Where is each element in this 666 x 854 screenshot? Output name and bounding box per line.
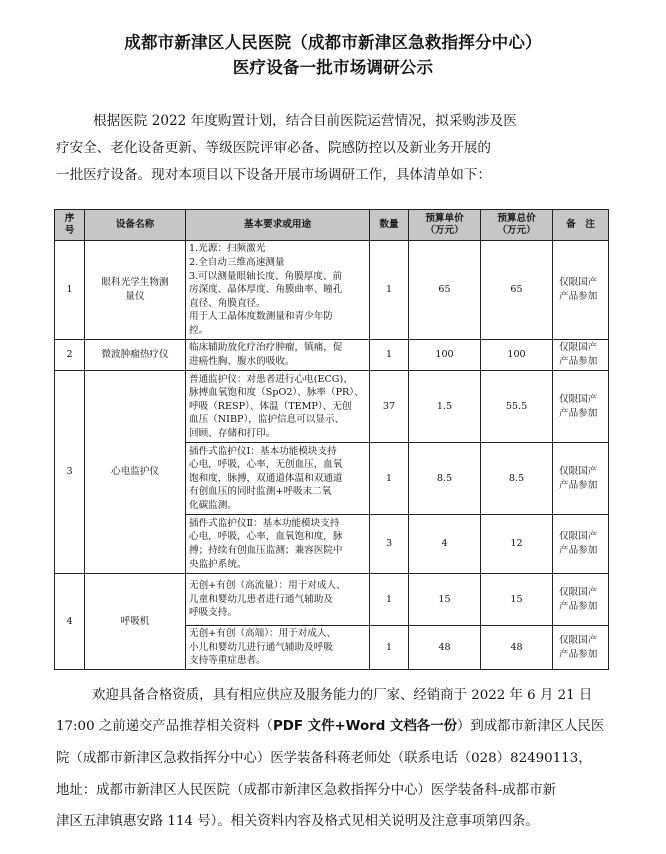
row-quantity: 1 — [370, 241, 409, 340]
header-quantity: 数量 — [370, 210, 409, 241]
row-unit-price: 8.5 — [409, 443, 481, 515]
footer-line-2: 17:00 之前递交产品推荐相关资料（PDF 文件+Word 文档各一份）到成都市新津区人民医 — [56, 719, 605, 734]
row-equipment-name: 微波肿瘤热疗仪 — [85, 340, 186, 371]
footer-line-3: 院（成都市新津区急救指挥分中心）医学装备科蒋老师处（联系电话（028）82490113， — [56, 751, 592, 766]
row-equipment-name: 眼科光学生物测 量仪 — [85, 241, 186, 340]
intro-line-3: 一批医疗设备。现对本项目以下设备开展市场调研工作，具体清单如下： — [56, 167, 491, 183]
file-format-emphasis: PDF 文件+Word 文档各一份 — [272, 719, 457, 734]
row-total-price: 55.5 — [481, 371, 553, 443]
row-quantity: 1 — [370, 340, 409, 371]
row-note: 仅限国产 产品参加 — [553, 371, 609, 443]
row-note: 仅限国产 产品参加 — [553, 626, 609, 670]
row-total-price: 8.5 — [481, 443, 553, 515]
row-note: 仅限国产 产品参加 — [553, 241, 609, 340]
intro-line-1: 根据医院 2022 年度购置计划，结合目前医院运营情况，拟采购涉及医 — [93, 113, 517, 129]
row-quantity: 1 — [370, 443, 409, 515]
intro-line-2: 疗安全、老化设备更新、等级医院评审必备、院感防控以及新业务开展的 — [56, 140, 491, 156]
row-no: 2 — [55, 340, 85, 371]
row-no: 1 — [55, 241, 85, 340]
row-total-price: 100 — [481, 340, 553, 371]
table-row — [55, 241, 609, 340]
row-total-price: 12 — [481, 515, 553, 574]
row-unit-price: 65 — [409, 241, 481, 340]
row-no: 3 — [55, 371, 85, 574]
row-requirements: 无创+有创（高流量）：用于对成人、 儿童和婴幼儿患者进行通气辅助及 呼吸支持。 — [186, 574, 370, 626]
table-row — [55, 371, 609, 443]
row-quantity: 1 — [370, 574, 409, 626]
row-unit-price: 4 — [409, 515, 481, 574]
row-equipment-name: 心电监护仪 — [85, 371, 186, 574]
row-note: 仅限国产 产品参加 — [553, 443, 609, 515]
row-no: 4 — [55, 574, 85, 670]
row-note: 仅限国产 产品参加 — [553, 340, 609, 371]
footer-line-5: 津区五津镇惠安路 114 号）。相关资料内容及格式见相关说明及注意事项第四条。 — [56, 814, 539, 829]
row-quantity: 1 — [370, 626, 409, 670]
row-note: 仅限国产 产品参加 — [553, 574, 609, 626]
row-requirements: 1.光源：扫频激光 2.全自动三维高速测量 3.可以测量眼轴长度、角膜厚度、前 房深度、晶体厚度、角膜曲率、瞳孔 直径、角膜直径。 用于人工晶体度数测量和青少年防 控。 — [186, 241, 370, 340]
header-requirements: 基本要求或用途 — [186, 210, 370, 241]
row-requirements: 插件式监护仪Ⅱ：基本功能模块支持 心电，呼吸，心率，血氧饱和度，脉 搏；持续有创血压监测；兼容医院中 央监护系统。 — [186, 515, 370, 574]
row-quantity: 37 — [370, 371, 409, 443]
header-total-price: 预算总价 （万元） — [481, 210, 553, 241]
footer-line-1: 欢迎具备合格资质，具有相应供应及服务能力的厂家、经销商于 2022 年 6 月 21 日 — [92, 688, 593, 703]
table-row — [55, 574, 609, 626]
table-header-row — [55, 210, 609, 241]
row-requirements: 无创+有创（高端）：用于对成人、 小儿和婴幼儿进行通气辅助及呼吸 支持等重症患者。 — [186, 626, 370, 670]
table-row — [55, 340, 609, 371]
row-total-price: 15 — [481, 574, 553, 626]
row-note: 仅限国产 产品参加 — [553, 515, 609, 574]
document-title-line-2: 医疗设备一批市场调研公示 — [232, 58, 434, 77]
header-name: 设备名称 — [85, 210, 186, 241]
row-total-price: 48 — [481, 626, 553, 670]
row-unit-price: 48 — [409, 626, 481, 670]
header-note: 备 注 — [553, 210, 609, 241]
row-equipment-name: 呼吸机 — [85, 574, 186, 670]
row-unit-price: 15 — [409, 574, 481, 626]
row-total-price: 65 — [481, 241, 553, 340]
row-unit-price: 1.5 — [409, 371, 481, 443]
row-requirements: 普通监护仪：对患者进行心电(ECG)、 脉搏血氧饱和度（SpO2）、脉率（PR）、 呼吸（RESP）、体温（TEMP）、无创 血压（NIBP），监护信息可以显示、 回顾、存储和打印。 — [186, 371, 370, 443]
document-title-line-1: 成都市新津区人民医院（成都市新津区急救指挥分中心） — [124, 33, 542, 52]
row-requirements: 临床辅助放化疗治疗肿瘤，镇痛，促 进癌性胸、腹水的吸收。 — [186, 340, 370, 371]
footer-line-4: 地址：成都市新津区人民医院（成都市新津区急救指挥分中心）医学装备科-成都市新 — [56, 783, 556, 798]
header-no: 序 号 — [55, 210, 85, 241]
row-unit-price: 100 — [409, 340, 481, 371]
row-requirements: 插件式监护仪Ⅰ：基本功能模块支持 心电，呼吸，心率，无创血压，血氧 饱和度，脉搏，双通道体温和双通道 有创血压的同时监测+呼吸末二氧 化碳监测。 — [186, 443, 370, 515]
header-unit-price: 预算单价 （万元） — [409, 210, 481, 241]
row-quantity: 3 — [370, 515, 409, 574]
equipment-table — [54, 209, 609, 670]
